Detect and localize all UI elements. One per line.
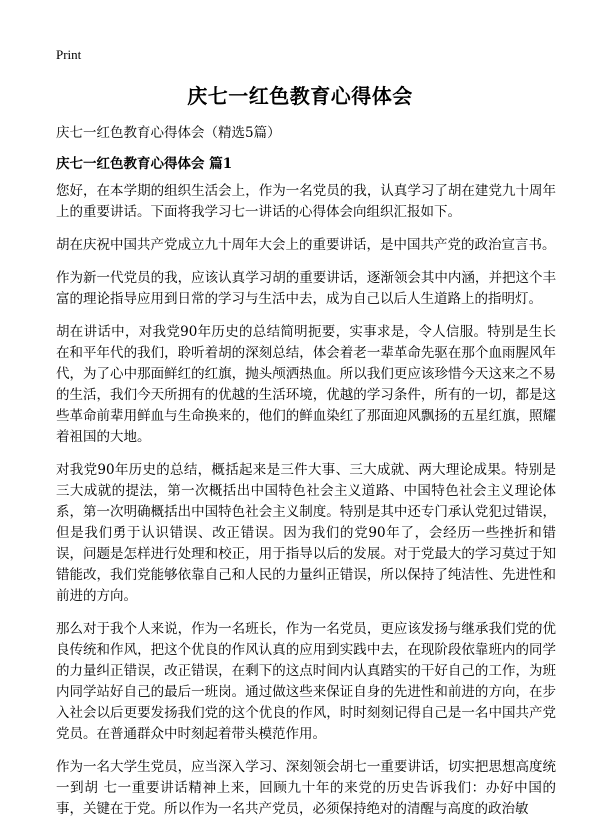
paragraph: 那么对于我个人来说，作为一名班长，作为一名党员，更应该发扬与继承我们党的优良传统和作风，把这个优良的作风认真的应用到实践中去，在现阶段依靠班内的同学的力量纠正错误，改正错误，在剩下的这点时间内认真踏实的干好自己的工作，为班内同学站好自己的最后一班岗。通过做这些来保证自身的先进性和前进的方向，在步入社会以后更要发扬我们党的这个优良的作风，时时刻刻记得自己是一名中国共产党党员。在普通群众中时刻起着带头模范作用。 [56, 621, 556, 742]
document-title: 庆七一红色教育心得体会 [187, 84, 413, 108]
paragraph: 作为一名大学生党员，应当深入学习、深刻领会胡七一重要讲话，切实把思想高度统一到胡 七一重要讲话精神上来，回顾九十年的来党的历史告诉我们：办好中国的事，关键在于党。所以作为一名共产党员，必须保持绝对的清醒与高度的政治敏 [56, 759, 556, 817]
paragraph: 胡在庆祝中国共产党成立九十周年大会上的重要讲话，是中国共产党的政治宣言书。 [56, 237, 556, 253]
paragraph: 胡在讲话中，对我党90年历史的总结简明扼要，实事求是，令人信服。特别是生长在和平年代的我们，聆听着胡的深刻总结，体会着老一辈革命先驱在那个血雨腥风年代，为了心中那面鲜红的红旗，抛头颅洒热血。所以我们更应该珍惜今天这来之不易的生活，我们今天所拥有的优越的生活环境，优越的学习条件，所有的一切，都是这些革命前辈用鲜血与生命换来的，他们的鲜血染红了那面迎风飘扬的五星红旗，照耀着祖国的大地。 [56, 324, 556, 445]
article-body [56, 181, 556, 832]
print-link[interactable]: Print [56, 47, 82, 62]
section-heading: 庆七一红色教育心得体会 篇1 [56, 156, 233, 172]
document-subtitle: 庆七一红色教育心得体会（精选5篇） [56, 125, 281, 141]
paragraph: 您好，在本学期的组织生活会上，作为一名党员的我，认真学习了胡在建党九十周年上的重要讲话。下面将我学习七一讲话的心得体会向组织汇报如下。 [56, 183, 556, 220]
paragraph: 作为新一代党员的我，应该认真学习胡的重要讲话，逐渐领会其中内涵，并把这个丰富的理论指导应用到日常的学习与生活中去，成为自己以后人生道路上的指明灯。 [56, 270, 556, 307]
paragraph: 对我党90年历史的总结，概括起来是三件大事、三大成就、两大理论成果。特别是三大成就的提法，第一次概括出中国特色社会主义道路、中国特色社会主义理论体系，第一次明确概括出中国特色社会主义制度。特别是其中还专门承认党犯过错误，但是我们勇于认识错误、改正错误。因为我们的党90年了，会经历一些挫折和错误，问题是怎样进行处理和校正，用于指导以后的发展。对于党最大的学习莫过于知错能改，我们党能够依靠自己和人民的力量纠正错误，所以保持了纯洁性、先进性和前进的方向。 [56, 462, 556, 604]
